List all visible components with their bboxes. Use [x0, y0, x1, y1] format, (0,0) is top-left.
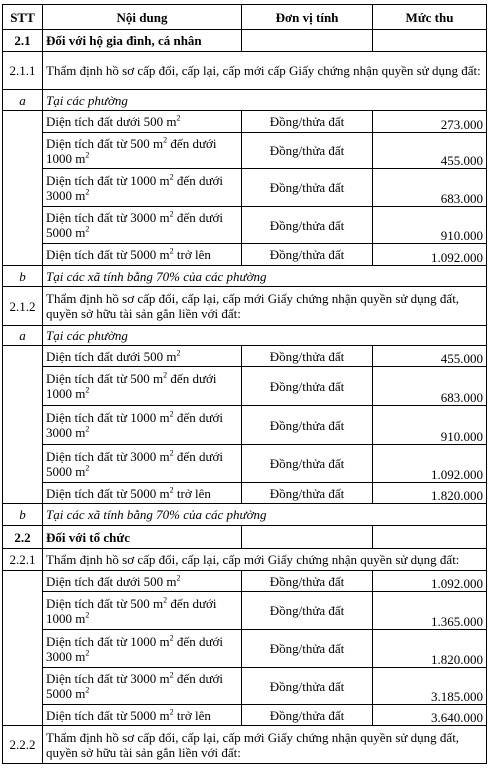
- header-fee: Mức thu: [373, 5, 487, 30]
- group-text: Tại các phường: [43, 90, 487, 111]
- header-row: [3, 5, 487, 30]
- header-unit: Đơn vị tính: [242, 5, 373, 30]
- table-row: [3, 346, 487, 367]
- fee-value: 683.000: [373, 367, 487, 406]
- section-row: [3, 30, 487, 52]
- unit-cell: Đồng/thửa đất: [242, 592, 373, 630]
- area-label: Diện tích đất từ 500 $m^2$ đến dưới 1000 $m^2$: [43, 592, 242, 630]
- group-row: [3, 326, 487, 346]
- subsection-text: Thẩm định hồ sơ cấp đổi, cấp lại, cấp mới cấp Giấy chứng nhận quyền sử dụng đất:: [43, 52, 487, 90]
- fee-value: 1.820.000: [373, 483, 487, 504]
- group-stt: a: [3, 90, 43, 111]
- unit-cell: Đồng/thửa đất: [242, 244, 373, 266]
- fee-value: 683.000: [373, 169, 487, 207]
- unit-cell: Đồng/thửa đất: [242, 111, 373, 133]
- area-label: Diện tích đất từ 3000 $m^2$ đến dưới 5000 $m^2$: [43, 445, 242, 483]
- group-row: [3, 266, 487, 287]
- empty-cell: [242, 526, 373, 549]
- unit-cell: Đồng/thửa đất: [242, 169, 373, 207]
- subsection-stt: 2.1.1: [3, 52, 43, 90]
- fee-value: 1.820.000: [373, 630, 487, 668]
- table-row: [3, 483, 487, 504]
- table-row: [3, 244, 487, 266]
- subsection-row: [3, 52, 487, 90]
- area-label: Diện tích đất từ 1000 $m^2$ đến dưới 3000 $m^2$: [43, 406, 242, 445]
- table-row: [3, 207, 487, 244]
- area-label: Diện tích đất dưới 500 $m^2$: [43, 346, 242, 367]
- group-row: [3, 504, 487, 526]
- empty-cell: [3, 111, 43, 266]
- unit-cell: Đồng/thửa đất: [242, 346, 373, 367]
- unit-cell: Đồng/thửa đất: [242, 133, 373, 169]
- area-label: Diện tích đất từ 3000 $m^2$ đến dưới 5000 $m^2$: [43, 207, 242, 244]
- subsection-stt: 2.2.1: [3, 549, 43, 571]
- empty-cell: [373, 526, 487, 549]
- unit-cell: Đồng/thửa đất: [242, 705, 373, 726]
- empty-cell: [3, 571, 43, 726]
- section-row: [3, 526, 487, 549]
- unit-cell: Đồng/thửa đất: [242, 630, 373, 668]
- unit-cell: Đồng/thửa đất: [242, 483, 373, 504]
- group-text: Tại các xã tính bằng 70% của các phường: [43, 266, 487, 287]
- section-stt: 2.2: [3, 526, 43, 549]
- table-row: [3, 367, 487, 406]
- subsection-row: [3, 726, 487, 764]
- area-label: Diện tích đất từ 5000 $m^2$ trở lên: [43, 244, 242, 266]
- group-text: Tại các phường: [43, 326, 487, 346]
- subsection-text: Thẩm định hồ sơ cấp đổi, cấp lại, cấp mới Giấy chứng nhận quyền sử dụng đất:: [43, 549, 487, 571]
- table-row: [3, 592, 487, 630]
- fee-value: 3.185.000: [373, 668, 487, 705]
- fee-value: 1.092.000: [373, 445, 487, 483]
- fee-value: 455.000: [373, 346, 487, 367]
- table-row: [3, 169, 487, 207]
- header-content: Nội dung: [43, 5, 242, 30]
- area-label: Diện tích đất từ 3000 $m^2$ đến dưới 5000 $m^2$: [43, 668, 242, 705]
- group-text: Tại các xã tính bằng 70% của các phường: [43, 504, 487, 526]
- table-row: [3, 133, 487, 169]
- subsection-row: [3, 287, 487, 326]
- area-label: Diện tích đất từ 5000 $m^2$ trở lên: [43, 483, 242, 504]
- fee-value: 910.000: [373, 406, 487, 445]
- table-row: [3, 571, 487, 592]
- subsection-stt: 2.1.2: [3, 287, 43, 326]
- group-stt: b: [3, 266, 43, 287]
- fee-value: 273.000: [373, 111, 487, 133]
- section-title: Đối với hộ gia đình, cá nhân: [43, 30, 242, 52]
- unit-cell: Đồng/thửa đất: [242, 207, 373, 244]
- table-row: [3, 445, 487, 483]
- fee-value: 1.092.000: [373, 244, 487, 266]
- area-label: Diện tích đất dưới 500 $m^2$: [43, 111, 242, 133]
- unit-cell: Đồng/thửa đất: [242, 367, 373, 406]
- unit-cell: Đồng/thửa đất: [242, 571, 373, 592]
- group-stt: b: [3, 504, 43, 526]
- unit-cell: Đồng/thửa đất: [242, 406, 373, 445]
- area-label: Diện tích đất từ 1000 $m^2$ đến dưới 3000 $m^2$: [43, 630, 242, 668]
- empty-cell: [242, 30, 373, 52]
- table-row: [3, 630, 487, 668]
- fee-value: 1.092.000: [373, 571, 487, 592]
- fee-value: 910.000: [373, 207, 487, 244]
- unit-cell: Đồng/thửa đất: [242, 668, 373, 705]
- area-label: Diện tích đất từ 500 $m^2$ đến dưới 1000 $m^2$: [43, 367, 242, 406]
- subsection-row: [3, 549, 487, 571]
- subsection-stt: 2.2.2: [3, 726, 43, 764]
- table-row: [3, 406, 487, 445]
- subsection-text: Thẩm định hồ sơ cấp đổi, cấp lại, cấp mới Giấy chứng nhận quyền sử dụng đất, quyền sở hữu tài sản gắn liền với đất:: [43, 726, 487, 764]
- area-label: Diện tích đất từ 500 $m^2$ đến dưới 1000 $m^2$: [43, 133, 242, 169]
- section-stt: 2.1: [3, 30, 43, 52]
- area-label: Diện tích đất dưới 500 $m^2$: [43, 571, 242, 592]
- empty-cell: [373, 30, 487, 52]
- area-label: Diện tích đất từ 1000 $m^2$ đến dưới 3000 $m^2$: [43, 169, 242, 207]
- group-row: [3, 90, 487, 111]
- area-label: Diện tích đất từ 5000 $m^2$ trở lên: [43, 705, 242, 726]
- fee-value: 1.365.000: [373, 592, 487, 630]
- table-row: [3, 668, 487, 705]
- table-row: [3, 111, 487, 133]
- fee-value: 455.000: [373, 133, 487, 169]
- fee-value: 3.640.000: [373, 705, 487, 726]
- fee-table: [2, 4, 487, 764]
- section-title: Đối với tổ chức: [43, 526, 242, 549]
- table-row: [3, 705, 487, 726]
- header-stt: STT: [3, 5, 43, 30]
- subsection-text: Thẩm định hồ sơ cấp đổi, cấp lại, cấp mới Giấy chứng nhận quyền sử dụng đất, quyền sở hữu tài sản gắn liền với đất:: [43, 287, 487, 326]
- group-stt: a: [3, 326, 43, 346]
- unit-cell: Đồng/thửa đất: [242, 445, 373, 483]
- empty-cell: [3, 346, 43, 504]
